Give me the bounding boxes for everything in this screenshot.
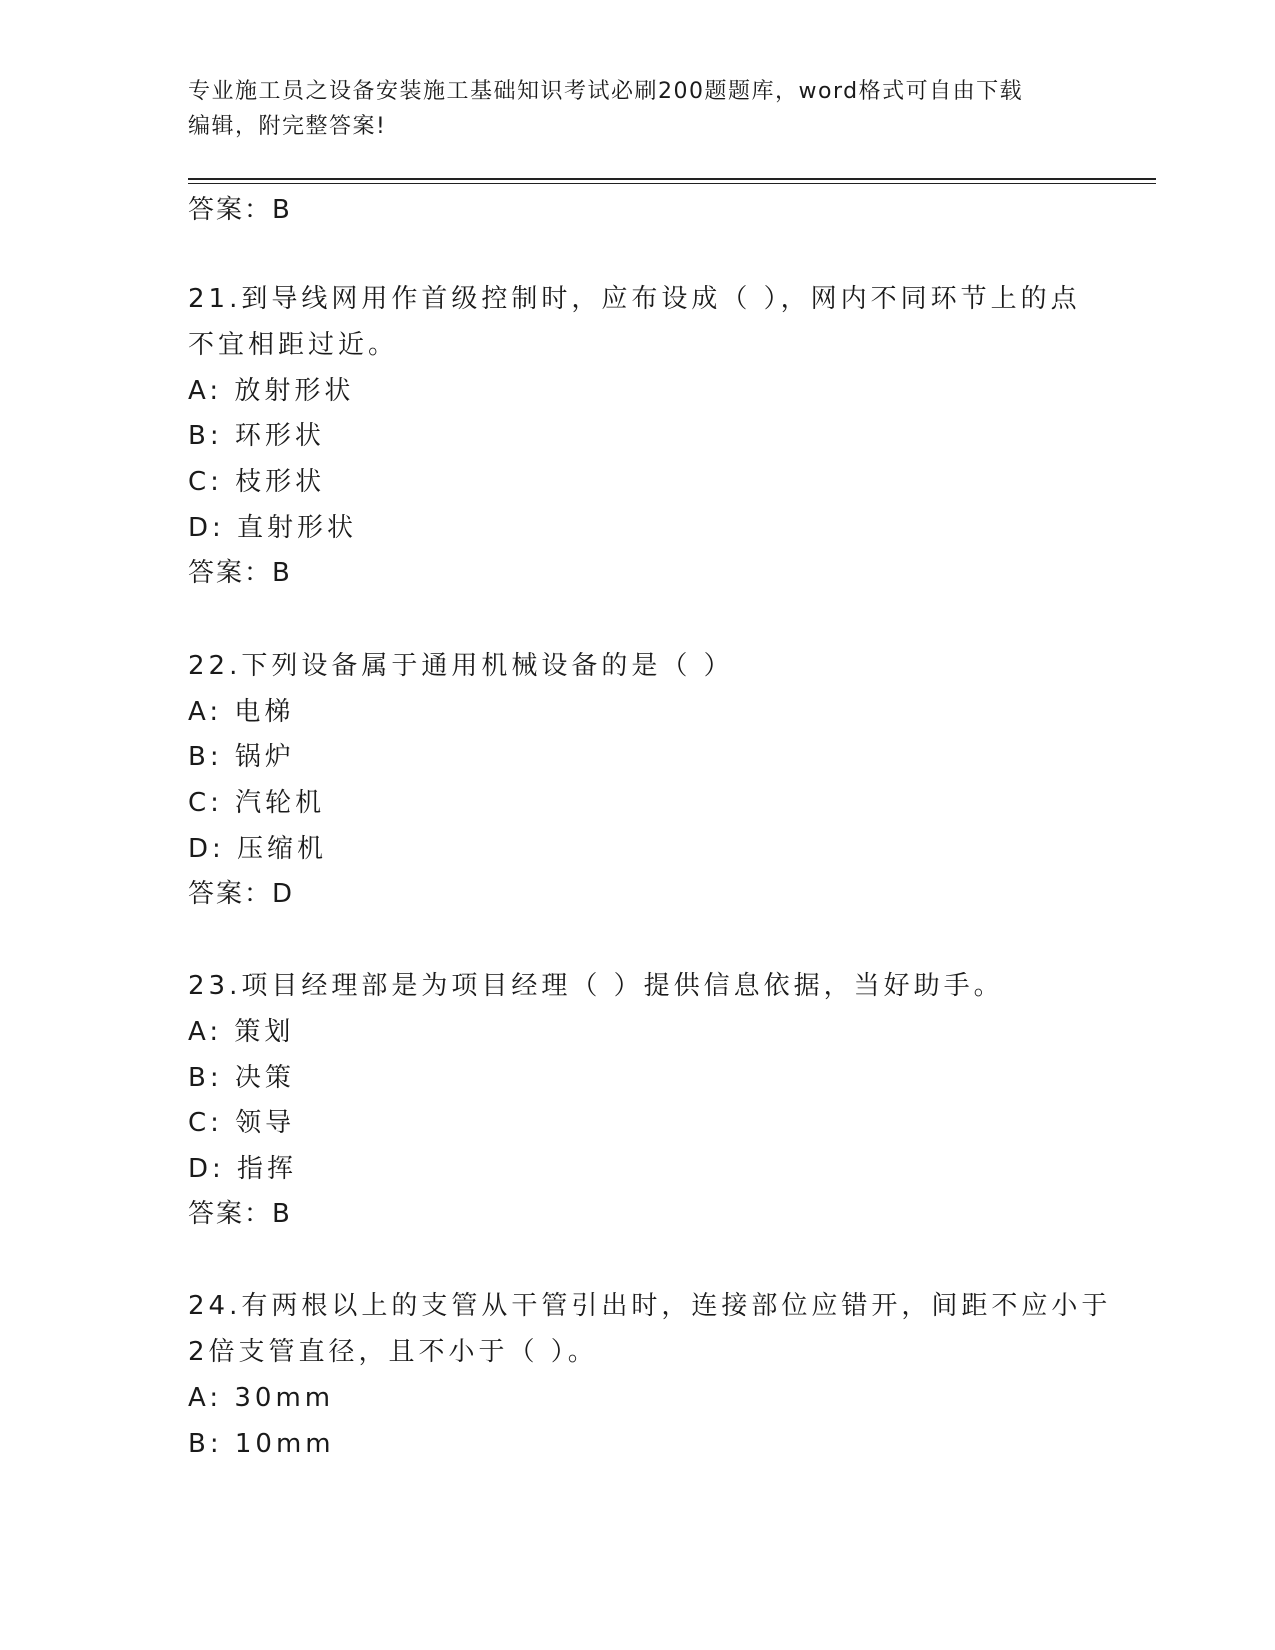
- option-b: B: 环形状: [188, 421, 325, 451]
- option-d: D: 压缩机: [188, 834, 328, 864]
- question-stem: 22.下列设备属于通用机械设备的是（ ）: [188, 651, 734, 681]
- option-a: A: 策划: [188, 1017, 295, 1047]
- option-b: B: 10mm: [188, 1429, 335, 1459]
- header-line-1: 专业施工员之设备安装施工基础知识考试必刷200题题库，word格式可自由下载: [188, 79, 1024, 104]
- option-a: A: 放射形状: [188, 376, 355, 406]
- option-d: D: 指挥: [188, 1154, 298, 1184]
- option-a: A: 电梯: [188, 697, 295, 727]
- question-stem: 不宜相距过近。: [188, 330, 399, 360]
- question-stem: 2倍支管直径，且不小于（ ）。: [188, 1337, 598, 1367]
- answer-label: 答案：D: [188, 879, 295, 909]
- header-divider-thick: [188, 178, 1156, 180]
- question-stem: 21.到导线网用作首级控制时，应布设成（ ），网内不同环节上的点: [188, 284, 1081, 314]
- option-a: A: 30mm: [188, 1383, 335, 1413]
- question-stem: 24.有两根以上的支管从干管引出时，连接部位应错开，间距不应小于: [188, 1291, 1112, 1321]
- header-line-2: 编辑，附完整答案!: [188, 114, 387, 139]
- question-stem: 23.项目经理部是为项目经理（ ）提供信息依据，当好助手。: [188, 971, 1004, 1001]
- option-c: C: 枝形状: [188, 467, 326, 497]
- page-header: [188, 74, 1068, 144]
- option-c: C: 汽轮机: [188, 788, 326, 818]
- answer-label: 答案：B: [188, 195, 292, 225]
- header-divider-thin: [188, 183, 1156, 184]
- option-b: B: 锅炉: [188, 742, 295, 772]
- answer-label: 答案：B: [188, 558, 292, 588]
- option-b: B: 决策: [188, 1063, 295, 1093]
- answer-label: 答案：B: [188, 1199, 292, 1229]
- option-d: D: 直射形状: [188, 513, 358, 543]
- option-c: C: 领导: [188, 1108, 296, 1138]
